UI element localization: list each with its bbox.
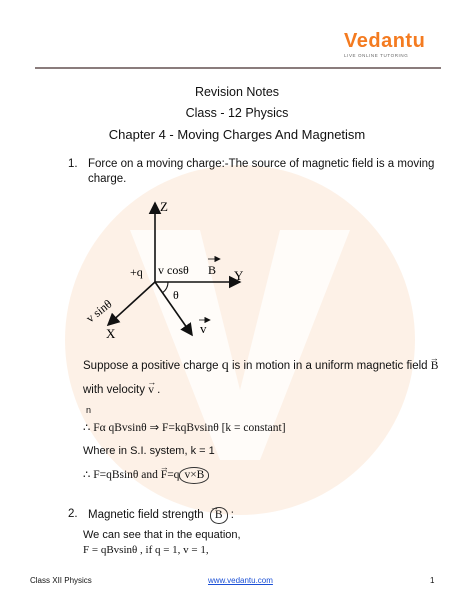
section1-heading-line2: charge. <box>88 173 127 185</box>
para2-text-a: with velocity <box>83 384 145 396</box>
header-divider <box>35 67 441 69</box>
v-label: v <box>200 321 207 336</box>
y-label: Y <box>234 268 244 283</box>
section1-paragraph <box>83 358 453 374</box>
para1-text-a: Suppose a positive charge <box>83 360 219 372</box>
footer-class: Class XII Physics <box>30 576 92 585</box>
section1-paragraph-2 <box>83 383 160 398</box>
section2-number: 2. <box>68 508 78 520</box>
title-revision-notes: Revision Notes <box>194 85 280 99</box>
section2-heading <box>88 507 234 524</box>
title-chapter: Chapter 4 - Moving Charges And Magnetism <box>108 127 366 142</box>
footer-page-number: 1 <box>430 576 435 585</box>
eq2-text-a: ∴ F=qBsinθ and <box>83 469 158 481</box>
equation-2 <box>83 467 209 484</box>
para2-vector-v: → v <box>148 383 154 398</box>
force-diagram <box>80 195 280 345</box>
stray-n: n <box>86 405 92 415</box>
para1-vector-B: → B <box>431 359 439 374</box>
footer-link[interactable]: www.vedantu.com <box>208 576 273 585</box>
charge-label: +q <box>130 265 143 279</box>
x-label: X <box>106 326 116 341</box>
section1-number: 1. <box>68 158 78 170</box>
x-axis <box>108 282 155 325</box>
para1-text-b: is in motion in a uniform magnetic field <box>231 360 428 372</box>
title-class: Class - 12 Physics <box>185 106 289 120</box>
eq2-text-b: =q <box>167 469 180 481</box>
vedantu-logo[interactable] <box>344 30 424 58</box>
theta-label: θ <box>173 288 179 302</box>
section1-heading <box>88 157 438 187</box>
para2-text-b: . <box>157 384 161 396</box>
section2-line1: We can see that in the equation, <box>83 529 241 541</box>
section2-line2: F = qBvsinθ , if q = 1, v = 1, <box>83 544 209 556</box>
footer-link-wrap <box>208 576 273 585</box>
para1-q: q <box>221 358 229 373</box>
logo-text: Vedantu <box>344 30 426 52</box>
section2-vector-B: → B <box>210 507 228 524</box>
section1-heading-line1: Force on a moving charge:-The source of magnetic field is a moving <box>88 158 435 170</box>
logo-tagline: LIVE ONLINE TUTORING <box>344 53 409 58</box>
section2-heading-text: Magnetic field strength <box>88 509 204 521</box>
eq2-cross-product: v×B <box>179 467 209 484</box>
b-label: B <box>208 263 217 277</box>
theta-arc <box>162 282 168 293</box>
vsin-label: v sinθ <box>83 296 115 326</box>
vcos-label: v cosθ <box>158 263 189 277</box>
si-system-line: Where in S.I. system, k = 1 <box>83 445 215 457</box>
eq2-vector-F: → F <box>161 468 167 483</box>
equation-1: ∴ Fα qBvsinθ ⇒ F=kqBvsinθ [k = constant] <box>83 422 286 434</box>
z-label: Z <box>160 199 168 214</box>
section2-colon: : <box>230 509 234 521</box>
